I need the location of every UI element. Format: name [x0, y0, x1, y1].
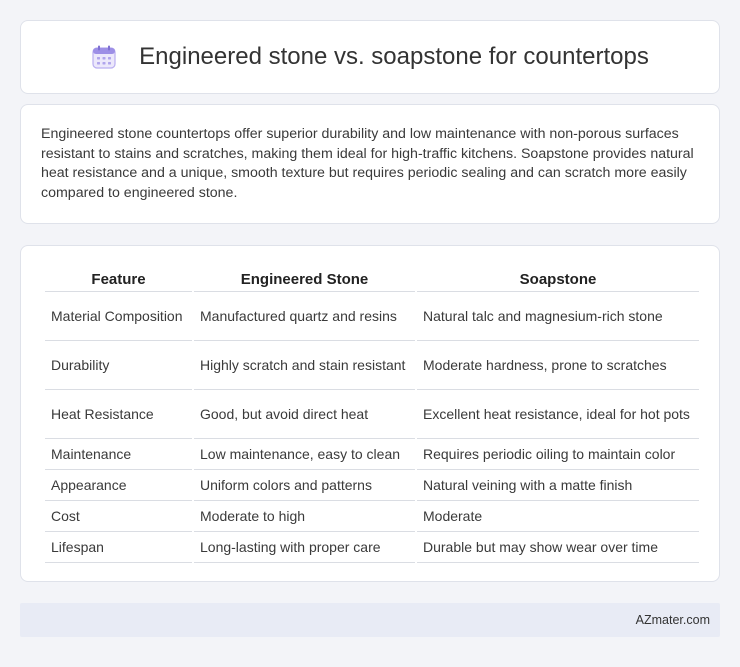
feature-cell: Cost: [45, 501, 192, 532]
engineered-cell: Low maintenance, easy to clean: [194, 439, 415, 470]
table-row: [45, 439, 699, 470]
soapstone-cell: Durable but may show wear over time: [417, 532, 699, 563]
engineered-cell: Long-lasting with proper care: [194, 532, 415, 563]
soapstone-cell: Excellent heat resistance, ideal for hot pots: [417, 390, 699, 439]
soapstone-cell: Natural veining with a matte finish: [417, 470, 699, 501]
feature-cell: Durability: [45, 341, 192, 390]
summary-text: Engineered stone countertops offer superior durability and low maintenance with non-porous surfaces resistant to stains and scratches, making them ideal for high-traffic kitchens. Soapstone provides natural heat resistance and a unique, smooth texture but requires periodic sealing and can scratch more easily compared to engineered stone.: [41, 126, 694, 201]
table-row: [45, 341, 699, 390]
feature-cell: Material Composition: [45, 292, 192, 341]
soapstone-cell: Natural talc and magnesium-rich stone: [417, 292, 699, 341]
footer-bar: [20, 603, 720, 637]
page-title: Engineered stone vs. soapstone for countertops: [139, 43, 649, 70]
engineered-cell: Moderate to high: [194, 501, 415, 532]
table-row: [45, 501, 699, 532]
title-card: [20, 20, 720, 94]
header-feature: Feature: [45, 262, 192, 292]
soapstone-cell: Moderate hardness, prone to scratches: [417, 341, 699, 390]
soapstone-cell: Moderate: [417, 501, 699, 532]
title-wrap: [91, 43, 649, 71]
table-row: [45, 470, 699, 501]
comparison-card: [20, 245, 720, 582]
engineered-cell: Good, but avoid direct heat: [194, 390, 415, 439]
engineered-cell: Uniform colors and patterns: [194, 470, 415, 501]
table-header-row: [45, 262, 699, 292]
engineered-cell: Manufactured quartz and resins: [194, 292, 415, 341]
summary-card: [20, 104, 720, 224]
header-soapstone: Soapstone: [417, 262, 699, 292]
feature-cell: Maintenance: [45, 439, 192, 470]
table-row: [45, 390, 699, 439]
table-row: [45, 292, 699, 341]
feature-cell: Lifespan: [45, 532, 192, 563]
footer-brand[interactable]: AZmater.com: [635, 613, 710, 627]
engineered-cell: Highly scratch and stain resistant: [194, 341, 415, 390]
calendar-icon: [91, 44, 117, 70]
header-engineered-stone: Engineered Stone: [194, 262, 415, 292]
feature-cell: Appearance: [45, 470, 192, 501]
feature-cell: Heat Resistance: [45, 390, 192, 439]
comparison-table: [43, 262, 701, 563]
soapstone-cell: Requires periodic oiling to maintain color: [417, 439, 699, 470]
table-row: [45, 532, 699, 563]
